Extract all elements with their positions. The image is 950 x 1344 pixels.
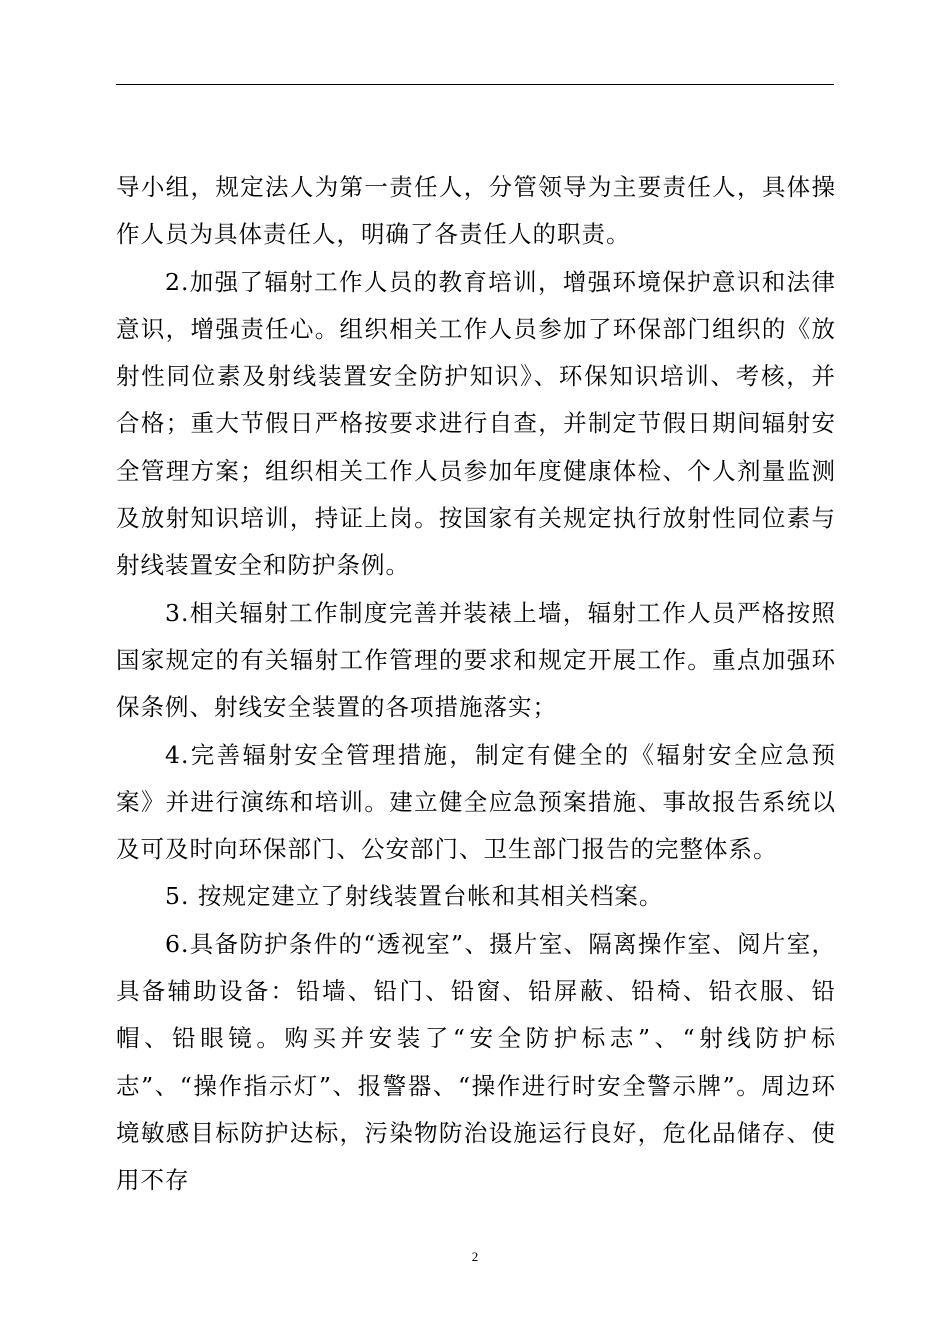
paragraph-continued: 导小组，规定法人为第一责任人，分管领导为主要责任人，具体操作人员为具体责任人，明确了各责任人的职责。 xyxy=(116,173,836,249)
page-number: 2 xyxy=(471,1249,479,1264)
paragraph-item-6: 6.具备防护条件的“透视室”、摄片室、隔离操作室、阅片室，具备辅助设备：铅墙、铅门、铅窗、铅屏蔽、铅椅、铅衣服、铅帽、铅眼镜。购买并安装了“安全防护标志”、“射线防护标志”、“操作指示灯”、报警器、“操作进行时安全警示牌”。周边环境敏感目标防护达标，污染物防治设施运行良好，危化品储存、使用不存 xyxy=(116,929,836,1195)
paragraph-item-2: 2.加强了辐射工作人员的教育培训，增强环境保护意识和法律意识，增强责任心。组织相关工作人员参加了环保部门组织的《放射性同位素及射线装置安全防护知识》、环保知识培训、考核，并合格；重大节假日严格按要求进行自查，并制定节假日期间辐射安全管理方案；组织相关工作人员参加年度健康体检、个人剂量监测及放射知识培训，持证上岗。按国家有关规定执行放射性同位素与射线装置安全和防护条例。 xyxy=(116,267,836,580)
header-rule xyxy=(116,84,834,85)
document-body xyxy=(116,164,836,1205)
paragraph-item-5: 5. 按规定建立了射线装置台帐和其相关档案。 xyxy=(165,882,664,911)
paragraph-item-4: 4.完善辐射安全管理措施，制定有健全的《辐射安全应急预案》并进行演练和培训。建立健全应急预案措施、事故报告系统以及可及时向环保部门、公安部门、卫生部门报告的完整体系。 xyxy=(116,740,836,864)
paragraph-item-3: 3.相关辐射工作制度完善并装裱上墙，辐射工作人员严格按照国家规定的有关辐射工作管理的要求和规定开展工作。重点加强环保条例、射线安全装置的各项措施落实； xyxy=(116,598,836,722)
